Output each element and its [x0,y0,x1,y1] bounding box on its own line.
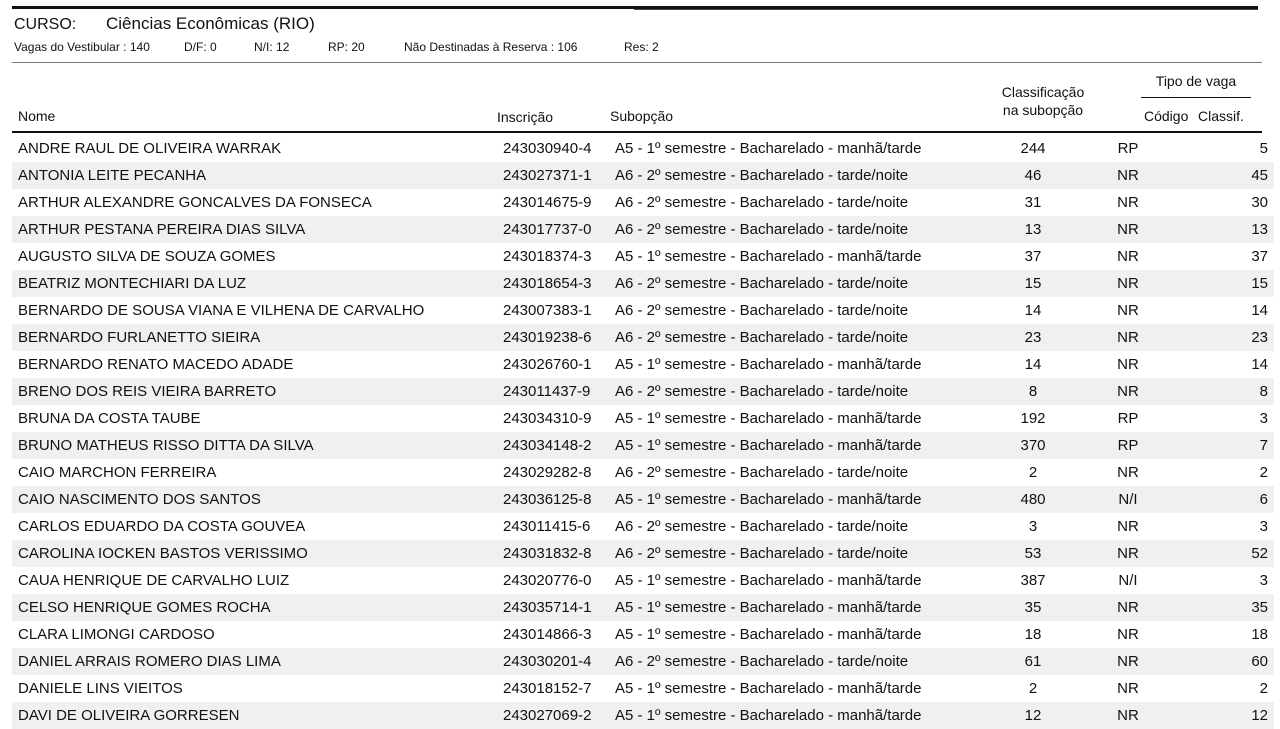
cell-classif: 8 [1173,378,1274,405]
cell-classif: 37 [1251,248,1268,265]
cell-classificacao: 3 [1028,518,1038,535]
cell-nome: ARTHUR ALEXANDRE GONCALVES DA FONSECA [18,194,372,211]
table-row [12,162,1274,189]
cell-nome: ARTHUR PESTANA PEREIRA DIAS SILVA [12,216,503,243]
table-row [12,216,1274,243]
cell-inscricao: 243027371-1 [503,162,615,189]
cell-classificacao: 14 [1024,356,1042,373]
cell-subopcao: A6 - 2º semestre - Bacharelado - tarde/noite [615,648,983,675]
cell-subopcao: A5 - 1º semestre - Bacharelado - manhã/tarde [615,410,922,427]
table-row [12,513,1274,540]
col-inscricao: Inscrição [497,109,554,125]
cell-codigo: NR [1083,324,1173,351]
table-row [12,189,1274,216]
cell-classif: 5 [1259,140,1268,157]
table-row [12,135,1274,162]
stat-nao-destinadas: Não Destinadas à Reserva : 106 [404,40,578,54]
cell-nome: CLARA LIMONGI CARDOSO [18,626,215,643]
cell-subopcao: A6 - 2º semestre - Bacharelado - tarde/noite [615,464,909,481]
cell-classif: 23 [1173,324,1274,351]
table-row [12,648,1274,675]
cell-subopcao: A6 - 2º semestre - Bacharelado - tarde/noite [615,540,983,567]
course-heading [14,14,315,34]
cell-inscricao: 243026760-1 [503,356,592,373]
candidates-table-body [12,135,1274,729]
cell-classif: 60 [1173,648,1274,675]
cell-classif: 13 [1173,216,1274,243]
cell-inscricao: 243034148-2 [503,432,615,459]
cell-classif: 6 [1173,486,1274,513]
cell-nome: CELSO HENRIQUE GOMES ROCHA [12,594,503,621]
cell-nome: BRUNA DA COSTA TAUBE [18,410,201,427]
table-row [12,432,1274,459]
course-label: CURSO: [14,16,77,33]
cell-nome: BEATRIZ MONTECHIARI DA LUZ [12,270,503,297]
cell-classificacao: 12 [983,702,1083,729]
cell-subopcao: A5 - 1º semestre - Bacharelado - manhã/tarde [615,140,922,157]
cell-codigo: NR [1083,702,1173,729]
cell-classificacao: 15 [983,270,1083,297]
cell-inscricao: 243035714-1 [503,594,615,621]
cell-classif: 18 [1251,626,1268,643]
header-divider [12,62,1262,63]
cell-classif: 3 [1259,518,1268,535]
cell-classificacao: 244 [1020,140,1046,157]
cell-classificacao: 53 [983,540,1083,567]
col-nome: Nome [18,108,56,124]
cell-subopcao: A6 - 2º semestre - Bacharelado - tarde/noite [615,518,909,535]
cell-classif: 12 [1173,702,1274,729]
cell-subopcao: A6 - 2º semestre - Bacharelado - tarde/noite [615,302,909,319]
stat-vagas-vestibular: Vagas do Vestibular : 140 [14,40,150,54]
cell-inscricao: 243019238-6 [503,324,615,351]
cell-inscricao: 243020776-0 [503,572,592,589]
col-codigo: Código [1144,108,1189,124]
col-tipo-vaga: Tipo de vaga [1155,73,1237,89]
cell-classificacao: 480 [983,486,1083,513]
cell-subopcao: A5 - 1º semestre - Bacharelado - manhã/tarde [615,356,922,373]
table-row [12,270,1274,297]
cell-inscricao: 243029282-8 [503,464,592,481]
cell-codigo: NR [1117,356,1139,373]
cell-codigo: NR [1083,270,1173,297]
cell-classificacao: 192 [1020,410,1046,427]
cell-nome: DANIELE LINS VIEITOS [18,680,183,697]
cell-nome: DANIEL ARRAIS ROMERO DIAS LIMA [12,648,503,675]
course-name: Ciências Econômicas (RIO) [106,14,315,33]
cell-codigo: NR [1083,540,1173,567]
tipo-vaga-underline [1141,97,1251,98]
cell-classif: 15 [1173,270,1274,297]
table-row [12,540,1274,567]
cell-codigo: NR [1117,518,1139,535]
table-row [12,405,1274,432]
cell-classif: 2 [1259,680,1268,697]
cell-subopcao: A5 - 1º semestre - Bacharelado - manhã/tarde [615,702,983,729]
cell-nome: CARLOS EDUARDO DA COSTA GOUVEA [18,518,306,535]
cell-nome: BERNARDO RENATO MACEDO ADADE [18,356,294,373]
cell-nome: BERNARDO DE SOUSA VIANA E VILHENA DE CARVALHO [18,302,425,319]
cell-inscricao: 243011415-6 [503,518,591,535]
cell-subopcao: A5 - 1º semestre - Bacharelado - manhã/tarde [615,432,983,459]
cell-nome: BRUNO MATHEUS RISSO DITTA DA SILVA [12,432,503,459]
cell-codigo: NR [1117,680,1139,697]
cell-classificacao: 61 [983,648,1083,675]
cell-subopcao: A6 - 2º semestre - Bacharelado - tarde/noite [615,194,909,211]
cell-classificacao: 46 [983,162,1083,189]
cell-codigo: NR [1083,216,1173,243]
cell-subopcao: A5 - 1º semestre - Bacharelado - manhã/tarde [615,248,922,265]
cell-inscricao: 243014866-3 [503,626,592,643]
cell-classif: 14 [1251,302,1268,319]
col-classif: Classif. [1198,108,1244,124]
cell-subopcao: A5 - 1º semestre - Bacharelado - manhã/tarde [615,680,922,697]
cell-inscricao: 243030940-4 [503,140,592,157]
cell-classificacao: 23 [983,324,1083,351]
cell-subopcao: A6 - 2º semestre - Bacharelado - tarde/noite [615,378,983,405]
cell-inscricao: 243007383-1 [503,302,592,319]
table-row [12,351,1274,378]
cell-classif: 14 [1251,356,1268,373]
cell-classificacao: 31 [1024,194,1042,211]
table-row [12,594,1274,621]
cell-subopcao: A5 - 1º semestre - Bacharelado - manhã/tarde [615,572,922,589]
cell-classificacao: 14 [1024,302,1042,319]
stat-df: D/F: 0 [184,40,217,54]
cell-nome: CAROLINA IOCKEN BASTOS VERISSIMO [12,540,503,567]
table-row [12,459,1274,486]
top-rule-thin [634,9,1258,10]
stat-res: Res: 2 [624,40,659,54]
cell-classificacao: 2 [1028,680,1038,697]
table-row [12,702,1274,729]
cell-inscricao: 243011437-9 [503,378,615,405]
cell-nome: CAIO NASCIMENTO DOS SANTOS [12,486,503,513]
cell-codigo: NR [1117,464,1139,481]
cell-classif: 35 [1173,594,1274,621]
cell-subopcao: A6 - 2º semestre - Bacharelado - tarde/noite [615,270,983,297]
cell-classificacao: 387 [1020,572,1046,589]
cell-subopcao: A5 - 1º semestre - Bacharelado - manhã/tarde [615,594,983,621]
cell-inscricao: 243034310-9 [503,410,592,427]
cell-codigo: N/I [1083,486,1173,513]
stat-rp: RP: 20 [328,40,365,54]
table-row [12,567,1274,594]
cell-nome: CAUA HENRIQUE DE CARVALHO LUIZ [18,572,290,589]
cell-inscricao: 243018374-3 [503,248,592,265]
cell-classificacao: 8 [983,378,1083,405]
cell-inscricao: 243027069-2 [503,702,615,729]
table-row [12,621,1274,648]
stat-ni: N/I: 12 [254,40,290,54]
cell-inscricao: 243031832-8 [503,540,615,567]
table-row [12,324,1274,351]
cell-nome: ANTONIA LEITE PECANHA [12,162,503,189]
candidates-table [12,135,1274,729]
cell-nome: BRENO DOS REIS VIEIRA BARRETO [12,378,503,405]
col-classificacao: Classificação na subopção [1001,84,1085,118]
cell-inscricao: 243030201-4 [503,648,615,675]
cell-classif: 52 [1173,540,1274,567]
table-header-rule [12,131,1262,133]
cell-classif: 7 [1173,432,1274,459]
cell-classificacao: 370 [983,432,1083,459]
cell-classif: 3 [1259,410,1268,427]
cell-subopcao: A6 - 2º semestre - Bacharelado - tarde/noite [615,324,983,351]
col-subopcao: Subopção [610,108,674,124]
cell-codigo: RP [1117,410,1139,427]
cell-codigo: N/I [1118,572,1138,589]
cell-classif: 45 [1173,162,1274,189]
cell-inscricao: 243018654-3 [503,270,615,297]
cell-inscricao: 243014675-9 [503,194,592,211]
cell-subopcao: A5 - 1º semestre - Bacharelado - manhã/tarde [615,626,922,643]
table-row [12,297,1274,324]
cell-classif: 2 [1259,464,1268,481]
cell-codigo: NR [1083,162,1173,189]
table-row [12,675,1274,702]
cell-codigo: NR [1117,248,1139,265]
cell-nome: ANDRE RAUL DE OLIVEIRA WARRAK [18,140,282,157]
cell-classificacao: 37 [1024,248,1042,265]
cell-codigo: NR [1117,302,1139,319]
table-row [12,378,1274,405]
cell-subopcao: A6 - 2º semestre - Bacharelado - tarde/noite [615,162,983,189]
cell-inscricao: 243017737-0 [503,216,615,243]
cell-codigo: NR [1117,194,1139,211]
cell-inscricao: 243036125-8 [503,486,615,513]
cell-codigo: RP [1117,140,1139,157]
cell-codigo: NR [1083,594,1173,621]
cell-subopcao: A6 - 2º semestre - Bacharelado - tarde/noite [615,216,983,243]
cell-nome: AUGUSTO SILVA DE SOUZA GOMES [18,248,276,265]
cell-classificacao: 18 [1024,626,1042,643]
cell-nome: CAIO MARCHON FERREIRA [18,464,217,481]
table-row [12,243,1274,270]
cell-nome: BERNARDO FURLANETTO SIEIRA [12,324,503,351]
cell-codigo: NR [1083,378,1173,405]
cell-subopcao: A5 - 1º semestre - Bacharelado - manhã/tarde [615,486,983,513]
cell-classif: 30 [1251,194,1268,211]
cell-classif: 3 [1259,572,1268,589]
table-row [12,486,1274,513]
cell-classificacao: 35 [983,594,1083,621]
cell-classificacao: 13 [983,216,1083,243]
cell-inscricao: 243018152-7 [503,680,592,697]
cell-classificacao: 2 [1028,464,1038,481]
cell-codigo: NR [1117,626,1139,643]
cell-codigo: NR [1083,648,1173,675]
cell-codigo: RP [1083,432,1173,459]
cell-nome: DAVI DE OLIVEIRA GORRESEN [12,702,503,729]
